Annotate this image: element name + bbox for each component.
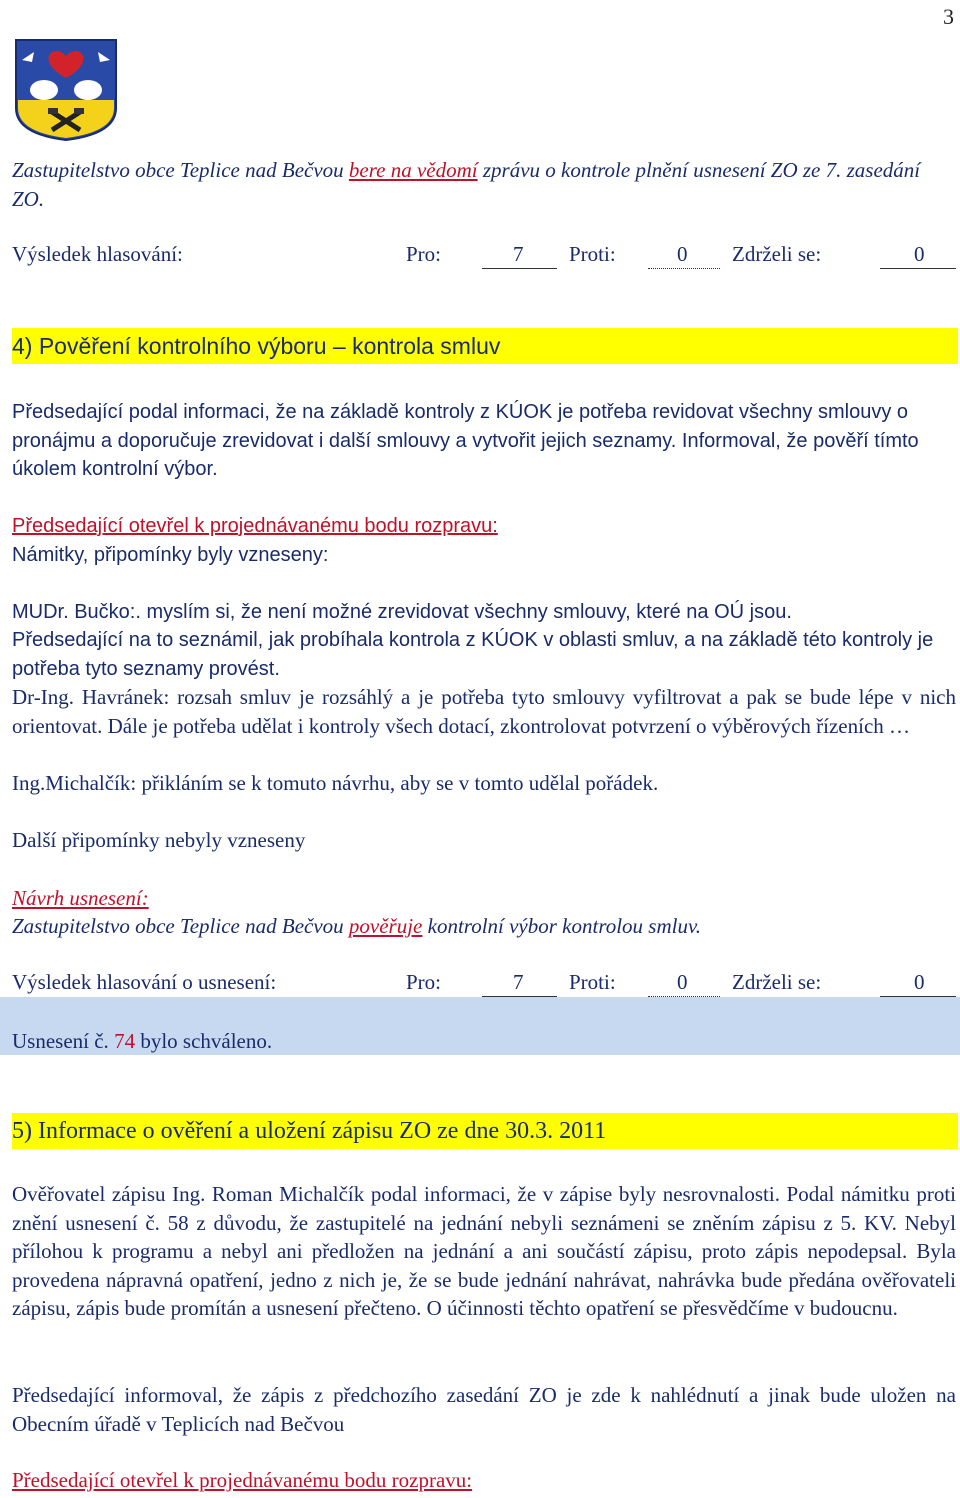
resolution-result — [12, 1027, 956, 1056]
pro-label: Pro: — [406, 242, 442, 266]
result-prefix: Usnesení č. — [12, 1029, 115, 1053]
proti-label: Proti: — [569, 242, 616, 266]
proposal-text-end: kontrolní výbor kontrolou smluv. — [422, 914, 701, 938]
section4-heading: 4) Pověření kontrolního výboru – kontrola smluv — [12, 333, 501, 359]
page-number: 3 — [943, 4, 954, 29]
intro-verb: bere na vědomí — [348, 158, 478, 182]
comment-budko: MUDr. Bučko:. myslím si, že není možné zrevidovat všechny smlouvy, které na OÚ jsou. — [12, 601, 792, 623]
section5-paragraph: Ověřovatel zápisu Ing. Roman Michalčík podal informaci, že v zápise byly nesrovnalosti. Podal námitku proti znění usnesení č. 58 z důvodu, že zastupitelé na jednání nebyli seznámeni se zněním zápisu z 5. KV. Nebyl přílohou k programu a nebyl ani předložen na jednání a ani součástí zápisu, proto zápis nepodepsal. Byla provedena nápravná opatření, jedno z nich je, že se bude jednání nahrávat, nahrávka bude předána ověřovateli zápisu, zápis bude promítán a usnesení přečteno. O účinnosti těchto opatření se přesvědčíme v budoucnu. — [12, 1182, 956, 1320]
pro-label: Pro: — [406, 970, 442, 994]
intro-text: Zastupitelstvo obce Teplice nad Bečvou — [12, 158, 349, 182]
debate-open: Předsedající otevřel k projednávanému bodu rozpravu: — [12, 515, 498, 537]
objections-label: Námitky, připomínky byly vzneseny: — [12, 544, 329, 566]
proposal-text — [12, 912, 956, 941]
section5-debate-open: Předsedající otevřel k projednávanému bodu rozpravu: — [12, 1468, 473, 1492]
comment-michalcik: Ing.Michalčík: přikláním se k tomuto návrhu, aby se v tomto udělal pořádek. — [12, 771, 659, 795]
zdrzeli-label: Zdrželi se: — [732, 970, 822, 994]
coat-of-arms-logo — [14, 38, 118, 142]
comment-chair: Předsedající na to seznámil, jak probíhala kontrola z KÚOK v oblasti smluv, a na základě této kontroly je potřeba tyto seznamy provést. — [12, 629, 934, 680]
proposal-text-start: Zastupitelstvo obce Teplice nad Bečvou — [12, 914, 349, 938]
section5-heading: 5) Informace o ověření a uložení zápisu ZO ze dne 30.3. 2011 — [12, 1118, 607, 1144]
intro-text-rest: zprávu o kontrole plnění usnesení ZO ze 7. zasedání ZO. — [12, 158, 921, 211]
intro-paragraph — [12, 156, 956, 213]
pro-value: 7 — [513, 970, 524, 994]
zdrzeli-value: 0 — [914, 970, 925, 994]
section5-storage-info: Předsedající informoval, že zápis z předchozího zasedání ZO je zde k nahlédnutí a jinak bude uložen na Obecním úřadě v Teplicích nad Bečvou — [12, 1383, 956, 1436]
vote-result-row — [12, 242, 956, 272]
proposal-label: Návrh usnesení: — [12, 886, 149, 910]
vote-label: Výsledek hlasování: — [12, 242, 183, 266]
zdrzeli-value: 0 — [914, 242, 925, 266]
proti-label: Proti: — [569, 970, 616, 994]
section4-info: Předsedající podal informaci, že na základě kontroly z KÚOK je potřeba revidovat všechny smlouvy o pronájmu a doporučuje zrevidovat i další smlouvy a vytvořit jejich seznamy. Informoval, že pověří tímto úkolem kontrolní výbor. — [12, 401, 919, 480]
vote-label: Výsledek hlasování o usnesení: — [12, 970, 277, 994]
zdrzeli-label: Zdrželi se: — [732, 242, 822, 266]
proti-value: 0 — [677, 242, 688, 266]
proposal-verb: pověřuje — [348, 914, 423, 938]
pro-value: 7 — [513, 242, 524, 266]
result-suffix: bylo schváleno. — [135, 1029, 273, 1053]
resolution-number: 74 — [114, 1029, 136, 1053]
no-more-comments: Další připomínky nebyly vzneseny — [12, 828, 306, 852]
resolution-vote-row — [12, 970, 956, 1000]
comment-havranek: Dr-Ing. Havránek: rozsah smluv je rozsáhlý a je potřeba tyto smlouvy vyfiltrovat a pak se bude lépe v nich orientovat. Dále je potřeba udělat i kontroly všech dotací, zkontrolovat potvrzení o výběrových řízeních … — [12, 685, 956, 738]
proti-value: 0 — [677, 970, 688, 994]
